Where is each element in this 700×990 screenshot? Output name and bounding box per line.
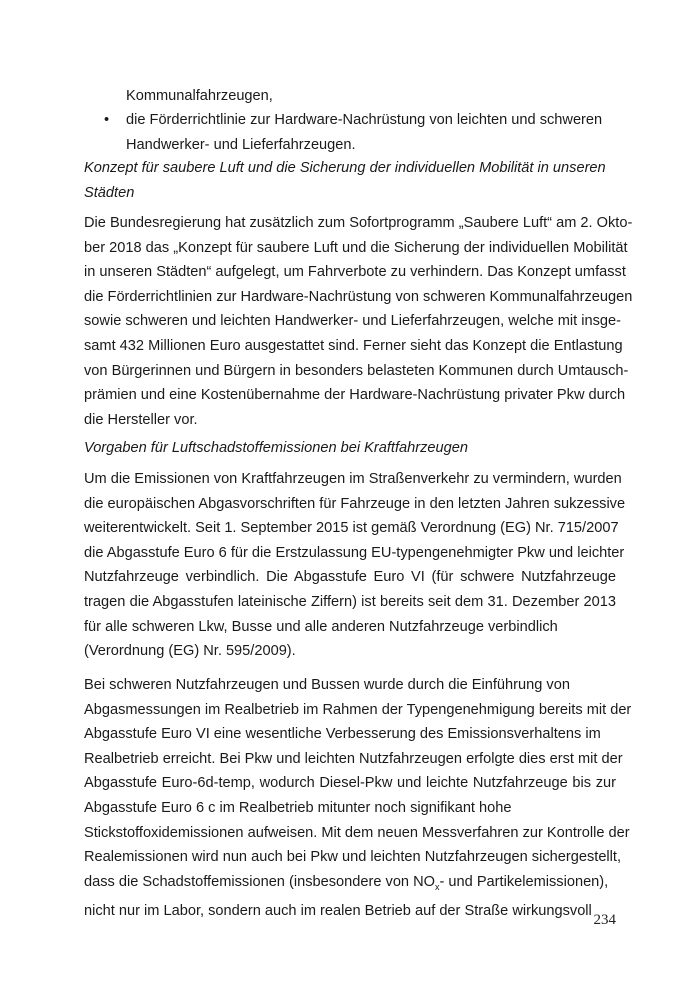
text-line (84, 108, 616, 133)
bullet-text: die Förderrichtlinie zur Hardware-Nachrüstung von leichten und schweren (126, 112, 603, 128)
text-line: tragen die Abgasstufen lateinische Ziffern) ist bereits seit dem 31. Dezember 2013 (84, 593, 616, 610)
text-line: in unseren Städten“ aufgelegt, um Fahrverbote zu verhindern. Das Konzept umfasst (84, 264, 626, 281)
text-line: die Hersteller vor. (84, 411, 198, 428)
text-line: von Bürgerinnen und Bürgern in besonders belasteten Kommunen durch Umtausch- (84, 362, 629, 379)
list-continuation (84, 84, 616, 109)
bullet-icon: • (104, 112, 110, 128)
text-line: sowie schweren und leichten Handwerker- und Lieferfahrzeugen, welche mit insge- (84, 313, 622, 330)
text-line: für alle schweren Lkw, Busse und alle anderen Nutzfahrzeuge verbindlich (84, 618, 558, 635)
heading-line: Vorgaben für Luftschadstoffemissionen bei Kraftfahrzeugen (84, 440, 468, 456)
paragraph-abgasvorschriften (84, 467, 626, 664)
text-line: weiterentwickelt. Seit 1. September 2015 ist gemäß Verordnung (EG) Nr. 715/2007 (84, 520, 619, 537)
text-line: die Abgasstufe Euro 6 für die Erstzulassung EU-typengenehmigter Pkw und leichter (84, 544, 625, 561)
paragraph-konzept (84, 211, 633, 432)
text-line (84, 870, 616, 900)
bullet-item (84, 108, 616, 157)
text-line: Handwerker- und Lieferfahrzeugen. (126, 136, 356, 153)
text-line: nicht nur im Labor, sondern auch im realen Betrieb auf der Straße wirkungsvoll (84, 903, 592, 920)
text-fragment: dass die Schadstoffemissionen (insbesondere von NO (84, 873, 435, 890)
text-line: Realbetrieb erreicht. Bei Pkw und leichten Nutzfahrzeugen erfolgte dies erst mit der (84, 750, 623, 767)
page-number: 234 (593, 912, 616, 928)
text-line: Stickstoffoxidemissionen aufweisen. Mit dem neuen Messverfahren zur Kontrolle der (84, 824, 630, 841)
heading-line: Städten (84, 184, 135, 201)
text-line: die Förderrichtlinien zur Hardware-Nachrüstung von schweren Kommunalfahrzeugen (84, 288, 633, 305)
section-heading-vorgaben (84, 436, 616, 461)
text-line: die europäischen Abgasvorschriften für Fahrzeuge in den letzten Jahren sukzessive (84, 495, 626, 512)
text-line: Die Bundesregierung hat zusätzlich zum Sofortprogramm „Saubere Luft“ am 2. Okto- (84, 215, 633, 231)
text-line: Abgasstufe Euro VI eine wesentliche Verbesserung des Emissionsverhaltens im (84, 726, 601, 743)
text-line: prämien und eine Kostenübernahme der Hardware-Nachrüstung privater Pkw durch (84, 387, 626, 404)
text-line: Abgasmessungen im Realbetrieb im Rahmen der Typengenehmigung bereits mit der (84, 701, 632, 718)
paragraph-realbetrieb (84, 673, 632, 924)
text-line: Bei schweren Nutzfahrzeugen und Bussen wurde durch die Einführung von (84, 677, 570, 693)
text-line: Um die Emissionen von Kraftfahrzeugen im Straßenverkehr zu vermindern, wurden (84, 471, 622, 487)
text-line: Realemissionen wird nun auch bei Pkw und leichten Nutzfahrzeugen sichergestellt, (84, 849, 622, 866)
subscript-x: x (435, 881, 440, 892)
text-line: samt 432 Millionen Euro ausgestattet sind. Ferner sieht das Konzept die Entlastung (84, 337, 623, 354)
text-fragment: - und Partikelemissionen), (439, 873, 609, 890)
heading-line: Konzept für saubere Luft und die Sicherung der individuellen Mobilität in unseren (84, 160, 606, 176)
text-line: Abgasstufe Euro 6 c im Realbetrieb mitunter noch signifikant hohe (84, 799, 512, 816)
text-line: ber 2018 das „Konzept für saubere Luft und die Sicherung der individuellen Mobilität (84, 239, 628, 256)
text-line: Abgasstufe Euro-6d-temp, wodurch Diesel-Pkw und leichte Nutzfahrzeuge bis zur (84, 775, 616, 792)
text-line: Kommunalfahrzeugen, (126, 88, 273, 104)
text-line: (Verordnung (EG) Nr. 595/2009). (84, 643, 296, 660)
text-line: Nutzfahrzeuge verbindlich. Die Abgasstufe Euro VI (für schwere Nutzfahrzeuge (84, 569, 616, 586)
section-heading-luft (84, 156, 616, 205)
